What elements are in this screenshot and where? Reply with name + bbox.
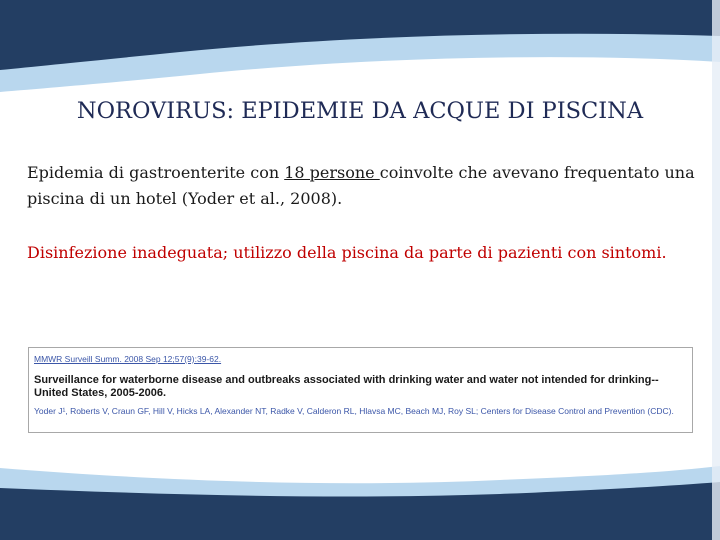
paragraph-causes: Disinfezione inadeguata; utilizzo della piscina da parte di pazienti con sintomi. xyxy=(27,243,667,262)
paragraph-outbreak-after: coinvolte che avevano frequentato una piscina di un hotel (Yoder et al., 2008). xyxy=(27,163,695,208)
reference-journal-link[interactable]: MMWR Surveill Summ. 2008 Sep 12;57(9):39-62. xyxy=(34,354,222,364)
reference-title: Surveillance for waterborne disease and outbreaks associated with drinking water and water not intended for drinking--United States, 2005-2006. xyxy=(34,374,659,399)
right-edge-shade xyxy=(712,0,720,540)
paragraph-outbreak xyxy=(27,160,717,212)
paragraph-outbreak-before: Epidemia di gastroenterite con xyxy=(27,163,285,182)
reference-box xyxy=(28,347,693,433)
slide-title: NOROVIRUS: EPIDEMIE DA ACQUE DI PISCINA xyxy=(76,98,644,124)
reference-authors[interactable]: Yoder J¹, Roberts V, Craun GF, Hill V, Hicks LA, Alexander NT, Radke V, Calderon RL, Hlavsa MC, Beach MJ, Roy SL; Centers for Disease Control and Prevention (CDC). xyxy=(34,406,674,416)
paragraph-outbreak-highlight: 18 persone xyxy=(284,163,380,182)
